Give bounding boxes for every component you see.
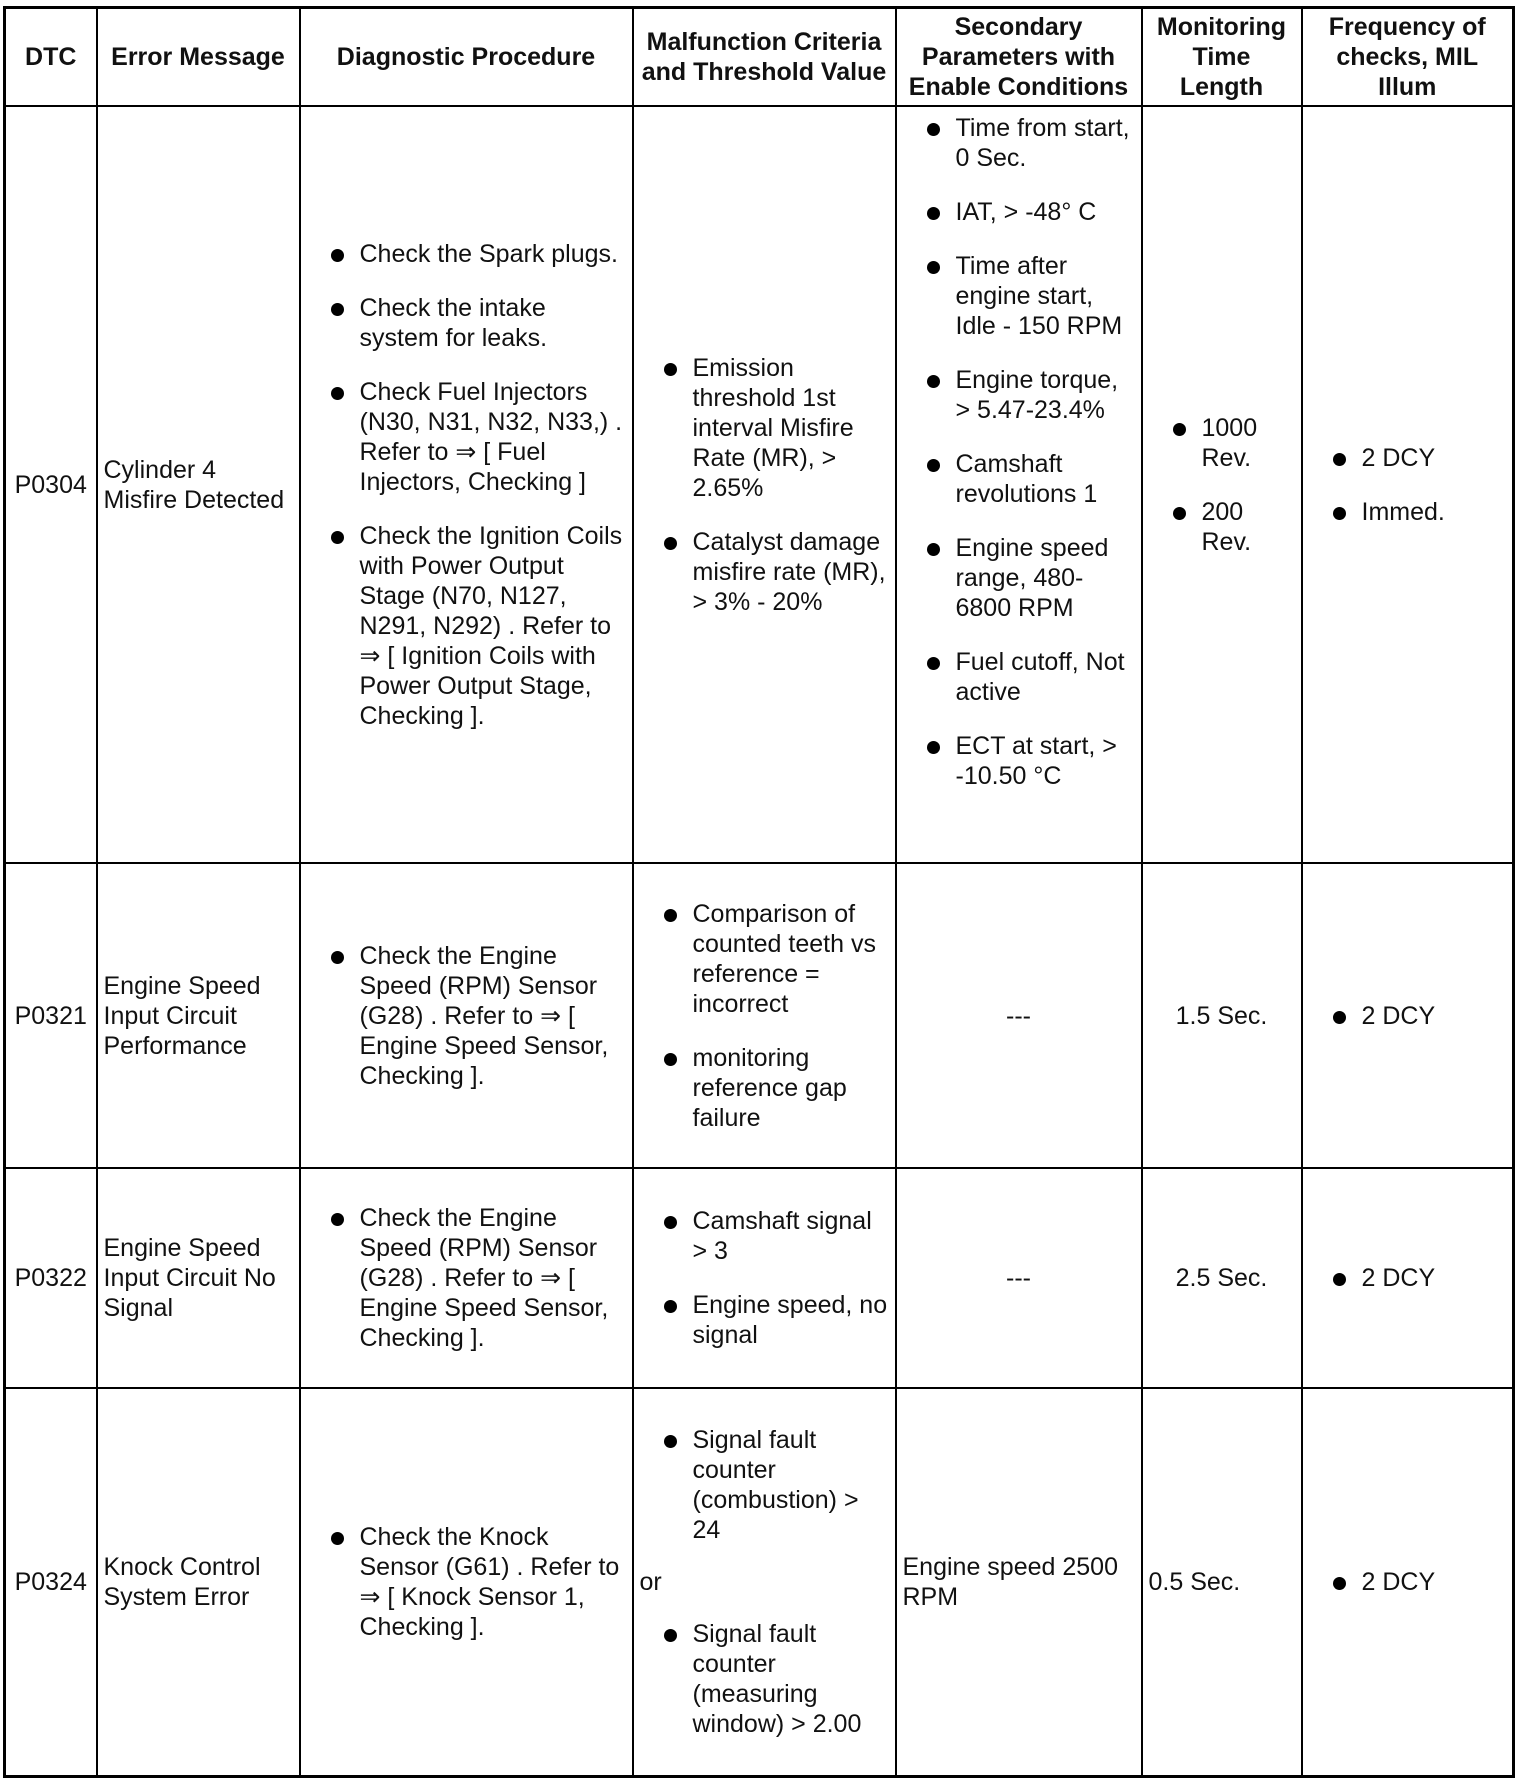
secondary-parameters: --- [896, 863, 1142, 1168]
list-item: Engine speed range, 480-6800 RPM [903, 533, 1135, 623]
monitoring-time [1142, 106, 1302, 863]
monitoring-time: 1.5 Sec. [1142, 863, 1302, 1168]
list-item: IAT, > -48° C [903, 197, 1135, 227]
header-secondary-parameters: Secondary Parameters with Enable Conditions [896, 8, 1142, 107]
diagnostic-procedure [300, 106, 633, 863]
malfunction-criteria [633, 1168, 896, 1388]
header-row [5, 8, 1514, 107]
list-item: Check the intake system for leaks. [307, 293, 626, 353]
monitoring-time: 2.5 Sec. [1142, 1168, 1302, 1388]
secondary-parameters: --- [896, 1168, 1142, 1388]
list-item: 2 DCY [1309, 443, 1507, 473]
list-item: Engine speed, no signal [640, 1290, 889, 1350]
list-item: Camshaft signal > 3 [640, 1206, 889, 1266]
list-item: 2 DCY [1309, 1001, 1507, 1031]
or-separator: or [639, 1567, 662, 1596]
dtc-code: P0321 [5, 863, 97, 1168]
list-item: Check Fuel Injectors (N30, N31, N32, N33,) . Refer to ⇒ [ Fuel Injectors, Checking ] [307, 377, 626, 497]
frequency [1302, 1388, 1514, 1776]
list-item: Camshaft revolutions 1 [903, 449, 1135, 509]
list-item: Signal fault counter (measuring window) > 2.00 [640, 1619, 889, 1739]
list-item: 2 DCY [1309, 1567, 1507, 1597]
frequency [1302, 863, 1514, 1168]
table-row [5, 106, 1514, 863]
malfunction-criteria [633, 863, 896, 1168]
list-item: Check the Engine Speed (RPM) Sensor (G28) . Refer to ⇒ [ Engine Speed Sensor, Checking ]. [307, 1203, 626, 1353]
secondary-parameters [896, 106, 1142, 863]
list-item: Engine torque, > 5.47-23.4% [903, 365, 1135, 425]
list-item: Comparison of counted teeth vs reference = incorrect [640, 899, 889, 1019]
list-item: Emission threshold 1st interval Misfire Rate (MR), > 2.65% [640, 353, 889, 503]
table-row [5, 863, 1514, 1168]
dtc-code: P0322 [5, 1168, 97, 1388]
list-item: 2 DCY [1309, 1263, 1507, 1293]
list-item: Immed. [1309, 497, 1507, 527]
list-item: monitoring reference gap failure [640, 1043, 889, 1133]
error-message: Engine Speed Input Circuit No Signal [97, 1168, 300, 1388]
monitoring-time: 0.5 Sec. [1142, 1388, 1302, 1776]
malfunction-criteria [633, 106, 896, 863]
frequency [1302, 106, 1514, 863]
list-item: Check the Ignition Coils with Power Output Stage (N70, N127, N291, N292) . Refer to ⇒ [ Ignition Coils with Power Output Stage, Checking ]. [307, 521, 626, 731]
list-item: Time from start, 0 Sec. [903, 113, 1135, 173]
dtc-table-container [3, 6, 1512, 1778]
diagnostic-procedure [300, 863, 633, 1168]
frequency [1302, 1168, 1514, 1388]
list-item: Catalyst damage misfire rate (MR), > 3% - 20% [640, 527, 889, 617]
dtc-code: P0324 [5, 1388, 97, 1776]
header-monitoring-time: Monitoring Time Length [1142, 8, 1302, 107]
error-message: Cylinder 4 Misfire Detected [97, 106, 300, 863]
list-item: 200 Rev. [1149, 497, 1295, 557]
header-frequency: Frequency of checks, MIL Illum [1302, 8, 1514, 107]
list-item: ECT at start, > -10.50 °C [903, 731, 1135, 791]
header-dtc: DTC [5, 8, 97, 107]
dtc-code: P0304 [5, 106, 97, 863]
header-diagnostic-procedure: Diagnostic Procedure [300, 8, 633, 107]
header-error-message: Error Message [97, 8, 300, 107]
error-message: Engine Speed Input Circuit Performance [97, 863, 300, 1168]
diagnostic-procedure [300, 1168, 633, 1388]
header-malfunction-criteria: Malfunction Criteria and Threshold Value [633, 8, 896, 107]
list-item: Signal fault counter (combustion) > 24 [640, 1425, 889, 1545]
table-row [5, 1168, 1514, 1388]
list-item: Check the Knock Sensor (G61) . Refer to ⇒ [ Knock Sensor 1, Checking ]. [307, 1522, 626, 1642]
list-item: Time after engine start, Idle - 150 RPM [903, 251, 1135, 341]
list-item: 1000 Rev. [1149, 413, 1295, 473]
list-item: Fuel cutoff, Not active [903, 647, 1135, 707]
diagnostic-procedure [300, 1388, 633, 1776]
list-item: Check the Spark plugs. [307, 239, 626, 269]
malfunction-criteria [633, 1388, 896, 1776]
list-item: Check the Engine Speed (RPM) Sensor (G28) . Refer to ⇒ [ Engine Speed Sensor, Checking ]. [307, 941, 626, 1091]
error-message: Knock Control System Error [97, 1388, 300, 1776]
dtc-table [3, 6, 1515, 1778]
secondary-parameters: Engine speed 2500 RPM [896, 1388, 1142, 1776]
table-row [5, 1388, 1514, 1776]
